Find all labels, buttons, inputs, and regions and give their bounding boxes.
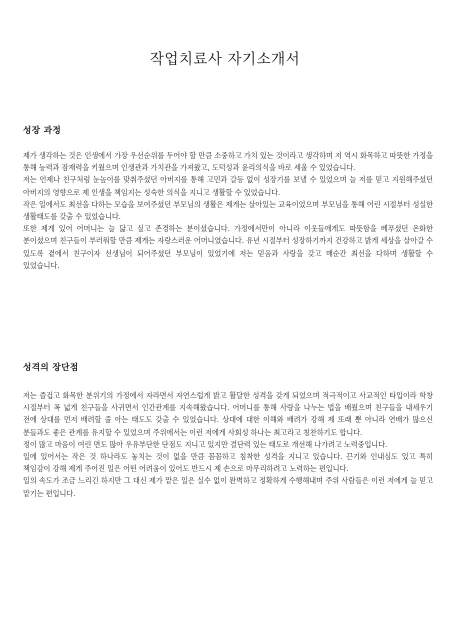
paragraph: 정이 많고 마음이 여린 면도 많아 우유부단한 단점도 지니고 있지만 결단력 있는 태도로 개선해 나가려고 노력중입니다. [23,439,388,449]
paragraph: 일에 있어서는 작은 것 하나라도 놓치는 것이 없을 만큼 꼼꼼하고 침착한 성격을 지니고 있습니다. 끈기와 인내심도 있고 특히 책임감이 강해 제게 주어진 일은 어떤 어려움이 있어도 반드시 제 손으로 마무리하려고 노력하는 편입니다. [23,452,433,474]
section-heading-growth: 성장 과정 [23,126,62,136]
section-heading-personality: 성격의 장단점 [23,363,79,373]
paragraph: 또한 제게 있어 어머니는 늘 닮고 싶고 존경하는 분이셨습니다. 가정에서만이 아니라 이웃들에게도 따뜻함을 베푸셨던 온화한 분이셨으며 친구들이 부러워할 만큼 제게는 자랑스러운 어머니였습니다. 유년 시절부터 성장하기까지 건강하고 밝게 세상을 살아갈 수 있도록 곁에서 친구이자 선생님이 되어주셨던 부모님이 있었기에 저는 믿음과 사랑을 갖고 매순간 최선을 다하며 생활할 수 있었습니다. [23,224,433,270]
section-body-personality [23,390,433,500]
paragraph: 작은 일에서도 최선을 다하는 모습을 보여주셨던 부모님의 생활은 제게는 살아있는 교육이었으며 부모님을 통해 어린 시절부터 성실한 생활태도를 갖출 수 있었습니다. [23,199,433,222]
paragraph: 저는 언제나 친구처럼 눈높이를 맞춰주셨던 아버지를 통해 고민과 갈등 없이 성장기를 보낼 수 있었으며 늘 저를 믿고 지원해주셨던 아버지의 영향으로 제 인생을 책임지는 성숙한 의식을 지니고 생활할 수 있었습니다. [23,175,433,197]
paragraph: 저는 즐겁고 화목한 분위기의 가정에서 자라면서 자연스럽게 밝고 활달한 성격을 갖게 되었으며 적극적이고 사교적인 타입이라 학창 시절부터 폭 넓게 친구들을 사귀면서 인간관계를 지속해왔습니다. 어머니를 통해 사랑을 나누는 법을 배웠으며 친구들을 내세우기 전에 상대를 먼저 배려할 줄 아는 태도도 갖출 수 있었습니다. 상대에 대한 이해와 배려가 강해 제 또래 뿐 아니라 연배가 많으신 분들과도 좋은 관계를 유지할 수 있었으며 주위에서는 이런 저에게 사회성 하나는 최고라고 칭찬하기도 합니다. [23,391,433,437]
document-title: 작업치료사 자기소개서 [149,52,301,68]
paragraph: 제가 생각하는 것은 인생에서 가장 우선순위를 두어야 할 만큼 소중하고 가치 있는 것이라고 생각하며 저 역시 화목하고 따뜻한 가정을 통해 능력과 잠재력을 키웠으며 인생관과 가치관을 가져왔고, 도덕성과 윤리의식을 바로 세울 수 있었습니다. [23,151,433,173]
section-body-growth [23,150,433,272]
paragraph: 일의 속도가 조금 느리긴 하지만 그 대신 제가 맡은 일은 실수 없이 완벽하고 정확하게 수행해내며 주위 사람들은 이런 저에게 늘 믿고 맡기는 편입니다. [23,476,433,498]
